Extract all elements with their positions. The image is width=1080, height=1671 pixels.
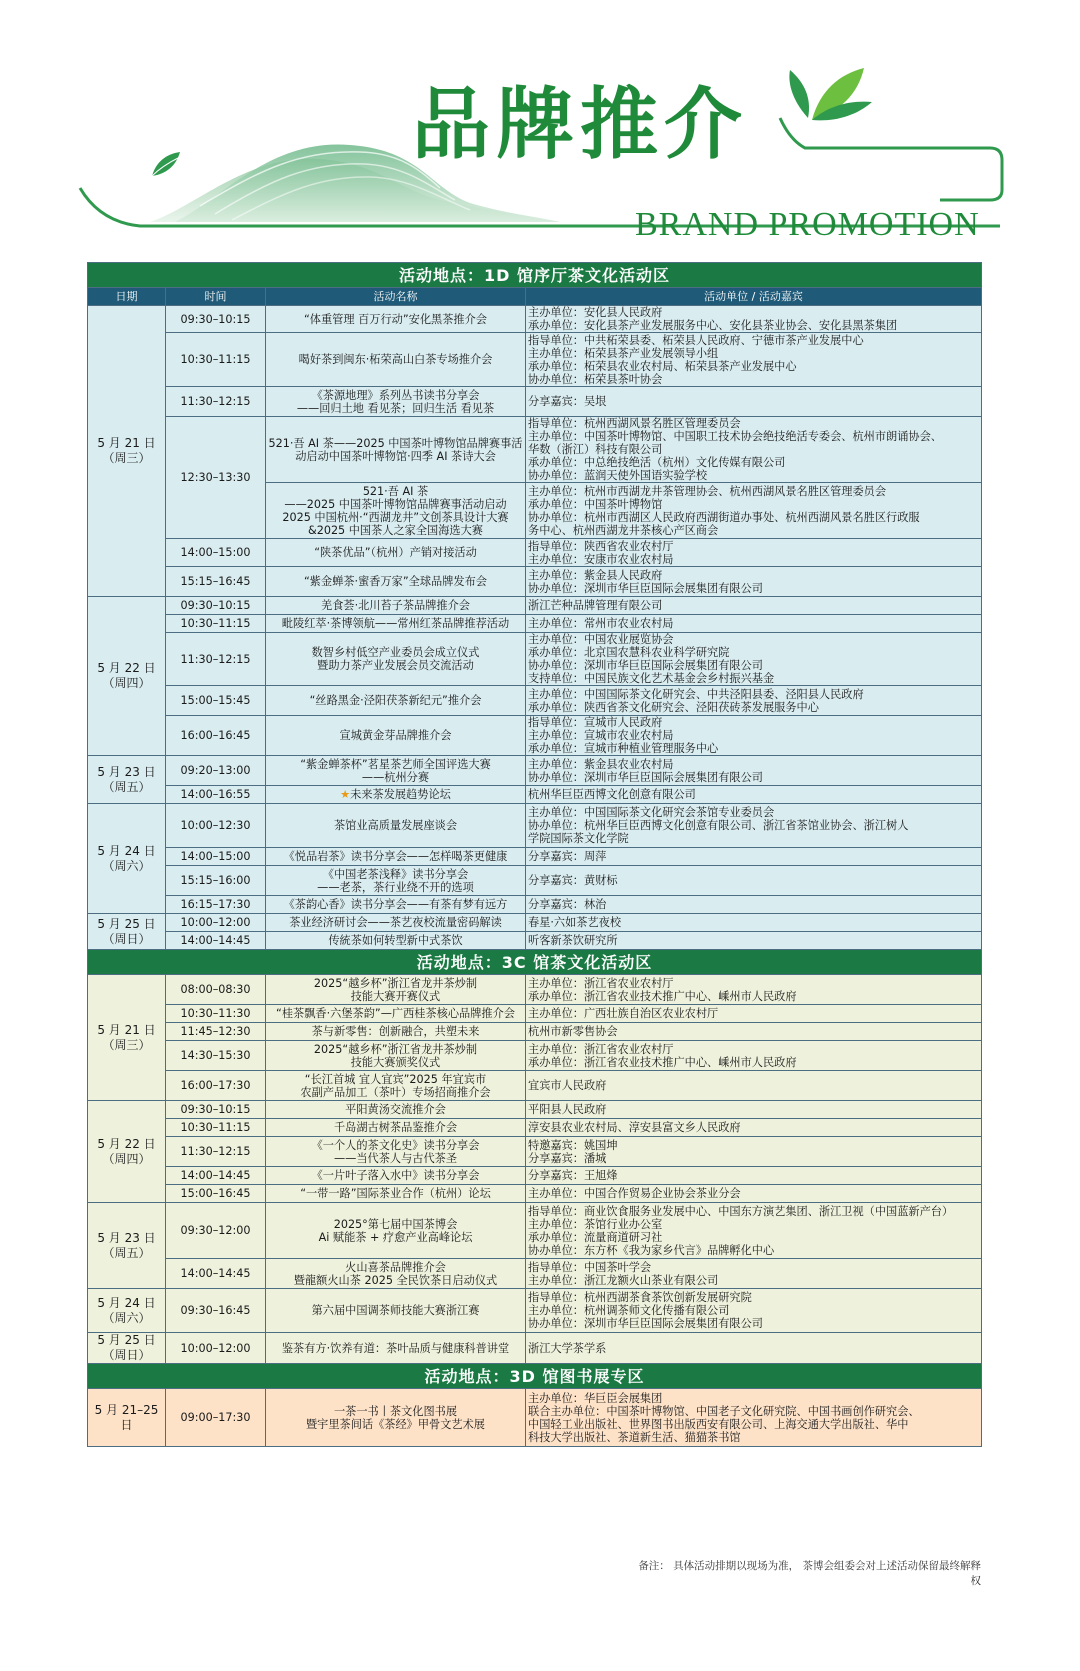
- page-title: 品牌推介: [412, 80, 749, 170]
- schedule-row: [88, 1023, 982, 1041]
- section-title: 活动地点：1D 馆序厅茶文化活动区: [88, 263, 982, 288]
- event-cell: [266, 539, 526, 567]
- org-line: 特邀嘉宾：姚国坤: [528, 1138, 618, 1152]
- event-cell: [266, 597, 526, 615]
- event-cell: [266, 387, 526, 417]
- event-cell: [266, 1289, 526, 1333]
- time-cell: 14:30–15:30: [166, 1041, 266, 1071]
- schedule-row: [88, 1119, 982, 1137]
- event-cell: [266, 483, 526, 539]
- schedule-row: [88, 1041, 982, 1071]
- org-line: 分享嘉宾：林治: [528, 898, 607, 911]
- org-line: 淳安县农业农村局、淳安县富文乡人民政府: [528, 1121, 741, 1134]
- time-cell: 09:30–10:15: [166, 597, 266, 615]
- date-cell: 5 月 21 日 （周三）: [88, 975, 166, 1101]
- org-line: 主办单位：浙江省农业农村厅: [528, 1042, 674, 1056]
- column-header-event: 活动名称: [266, 288, 526, 306]
- org-line: 主办单位：安化县人民政府: [528, 306, 663, 319]
- org-line: 春星·六如茶艺夜校: [528, 916, 622, 929]
- event-cell: [266, 1005, 526, 1023]
- time-cell: 08:00–08:30: [166, 975, 266, 1005]
- event-cell: [266, 1259, 526, 1289]
- time-cell: 11:30–12:15: [166, 1137, 266, 1167]
- event-name: “长江首城 宜人宜宾”2025 年宜宾市 农副产品加工（茶叶）专场招商推介会: [300, 1072, 491, 1099]
- event-cell: [266, 567, 526, 597]
- org-cell: [526, 483, 982, 539]
- column-header-date: 日期: [88, 288, 166, 306]
- org-line: 宜宾市人民政府: [528, 1079, 607, 1092]
- org-line: 指导单位：商业饮食服务业发展中心、中国东方演艺集团、浙江卫视（中国蓝新产台）: [528, 1204, 954, 1218]
- org-line: 主办单位：广西壮族自治区农业农村厅: [528, 1007, 719, 1020]
- time-cell: 15:15–16:45: [166, 567, 266, 597]
- org-line: 承办单位：陕西省茶文化研究会、泾阳茯砖茶发展服务中心: [528, 700, 819, 714]
- event-name: 宣城黄金芽品牌推介会: [339, 729, 452, 742]
- date-cell: 5 月 24 日 （周六）: [88, 804, 166, 914]
- org-cell: [526, 1137, 982, 1167]
- schedule-row: [88, 1005, 982, 1023]
- event-cell: [266, 804, 526, 848]
- event-cell: [266, 975, 526, 1005]
- time-cell: 11:30–12:15: [166, 387, 266, 417]
- schedule-row: [88, 633, 982, 686]
- org-line: 协办单位：杭州市西湖区人民政府西湖街道办事处、杭州西湖风景名胜区行政服: [528, 510, 920, 524]
- org-line: 主办单位：紫金县人民政府: [528, 568, 663, 582]
- schedule-table: [87, 262, 982, 1447]
- org-cell: [526, 1289, 982, 1333]
- org-line: 主办单位：宣城市农业农村局: [528, 729, 674, 742]
- event-cell: [266, 1023, 526, 1041]
- event-name: 521·吾 AI 茶 ——2025 中国茶叶博物馆品牌赛事活动启动 2025 中国杭州·“西湖龙井”文创茶具设计大赛 &2025 中国茶人之家全国海选大赛: [282, 484, 509, 537]
- org-line: 承办单位：中国茶叶博物馆: [528, 497, 663, 511]
- event-cell: [266, 1203, 526, 1259]
- schedule-row: [88, 848, 982, 866]
- org-cell: [526, 1333, 982, 1364]
- org-line: 分享嘉宾：周萍: [528, 850, 607, 863]
- org-line: 主办单位：杭州调茶师文化传播有限公司: [528, 1304, 730, 1317]
- event-cell: [266, 756, 526, 786]
- event-name: “丝路黑金·泾阳茯茶新纪元”推介会: [309, 694, 482, 707]
- org-line: 学院国际茶文化学院: [528, 832, 629, 845]
- event-name: 喝好茶到闽东·柘荣高山白茶专场推介会: [298, 353, 493, 366]
- org-cell: [526, 975, 982, 1005]
- org-cell: [526, 848, 982, 866]
- event-name: 第六届中国调茶师技能大赛浙江赛: [311, 1304, 480, 1317]
- org-line: 平阳县人民政府: [528, 1103, 607, 1116]
- date-cell: 5 月 21 日 （周三）: [88, 306, 166, 597]
- column-header-time: 时间: [166, 288, 266, 306]
- date-cell: 5 月 25 日 （周日）: [88, 1333, 166, 1364]
- time-cell: 14:00–14:45: [166, 1167, 266, 1185]
- org-line: 主办单位：中国农业展览协会: [528, 633, 674, 646]
- org-line: 协办单位：深圳市华巨臣国际会展集团有限公司: [528, 1317, 763, 1330]
- time-cell: 16:00–16:45: [166, 716, 266, 756]
- schedule-row: [88, 716, 982, 756]
- org-line: 主办单位：浙江省农业农村厅: [528, 976, 674, 990]
- schedule-row: [88, 914, 982, 932]
- event-name: 《悦品岩茶》读书分享会——怎样喝茶更健康: [283, 850, 508, 863]
- event-name: 2025°第七届中国茶博会 Ai 赋能茶 + 疗愈产业高峰论坛: [318, 1217, 473, 1244]
- org-line: 主办单位：茶馆行业办公室: [528, 1217, 663, 1231]
- org-line: 中国轻工业出版社、世界图书出版西安有限公司、上海交通大学出版社、华中: [528, 1417, 909, 1431]
- event-cell: [266, 1041, 526, 1071]
- event-cell: [266, 786, 526, 804]
- org-line: 承办单位：中总绝技绝活（杭州）文化传媒有限公司: [528, 456, 786, 469]
- org-line: 分享嘉宾：吴垠: [528, 395, 607, 408]
- org-cell: [526, 387, 982, 417]
- schedule-row: [88, 1137, 982, 1167]
- schedule-row: [88, 896, 982, 914]
- org-cell: [526, 914, 982, 932]
- time-cell: 15:00–16:45: [166, 1185, 266, 1203]
- event-cell: [266, 716, 526, 756]
- schedule-row: [88, 756, 982, 786]
- org-line: 主办单位：中国国际茶文化研究会、中共泾阳县委、泾阳县人民政府: [528, 687, 864, 701]
- time-cell: 16:15–17:30: [166, 896, 266, 914]
- event-cell: [266, 1167, 526, 1185]
- date-cell: 5 月 25 日 （周日）: [88, 914, 166, 950]
- schedule-row: [88, 932, 982, 950]
- org-line: 承办单位：浙江省农业技术推广中心、嵊州市人民政府: [528, 989, 797, 1003]
- org-line: 主办单位：紫金县农业农村局: [528, 757, 674, 771]
- time-cell: 10:30–11:15: [166, 615, 266, 633]
- org-line: 浙江芒种品牌管理有限公司: [528, 599, 663, 612]
- org-line: 联合主办单位：中国茶叶博物馆、中国老子文化研究院、中国书画创作研究会、: [528, 1404, 920, 1418]
- event-name: 2025“越乡杯”浙江省龙井茶炒制 技能大赛开赛仪式: [313, 976, 478, 1003]
- org-line: 杭州市新零售协会: [528, 1025, 618, 1038]
- event-cell: [266, 896, 526, 914]
- event-name: 《一个人的茶文化史》读书分享会 ——当代茶人与古代茶圣: [311, 1138, 480, 1165]
- schedule-row: [88, 786, 982, 804]
- section-band: [88, 263, 982, 288]
- org-line: 协办单位：深圳市华巨臣国际会展集团有限公司: [528, 770, 763, 784]
- event-cell: [266, 1333, 526, 1364]
- org-cell: [526, 633, 982, 686]
- event-name: 2025“越乡杯”浙江省龙井茶炒制 技能大赛颁奖仪式: [313, 1042, 478, 1069]
- org-line: 听客新茶饮研究所: [528, 934, 618, 947]
- org-line: 主办单位：中国国际茶文化研究会茶馆专业委员会: [528, 806, 775, 819]
- event-name: 数智乡村低空产业委员会成立仪式 暨助力茶产业发展会员交流活动: [311, 646, 480, 672]
- org-cell: [526, 306, 982, 333]
- event-cell: [266, 686, 526, 716]
- time-cell: 09:30–12:00: [166, 1203, 266, 1259]
- schedule-row: [88, 1167, 982, 1185]
- event-name: 茶业经济研讨会——茶艺夜校流量密码解读: [289, 916, 502, 929]
- date-cell: 5 月 23 日 （周五）: [88, 756, 166, 804]
- schedule-row: [88, 1289, 982, 1333]
- event-name: 火山喜茶品牌推介会 暨龍额火山茶 2025 全民饮茶日启动仪式: [293, 1260, 498, 1287]
- schedule-row: [88, 975, 982, 1005]
- org-cell: [526, 539, 982, 567]
- org-cell: [526, 896, 982, 914]
- org-cell: [526, 1119, 982, 1137]
- event-name: “陕茶优品”（杭州）产销对接活动: [314, 546, 477, 559]
- org-line: 分享嘉宾：黄财标: [528, 874, 618, 887]
- org-line: 承办单位：流量商道研习社: [528, 1230, 663, 1244]
- org-cell: [526, 932, 982, 950]
- time-cell: 15:00–15:45: [166, 686, 266, 716]
- header-banner: [0, 0, 1080, 262]
- date-cell: 5 月 22 日 （周四）: [88, 597, 166, 756]
- event-cell: [266, 1389, 526, 1447]
- event-name: “紫金蝉茶·蜜香万家”全球品牌发布会: [304, 575, 487, 588]
- org-cell: [526, 1023, 982, 1041]
- schedule-row: [88, 804, 982, 848]
- section-band: [88, 1364, 982, 1389]
- time-cell: 11:45–12:30: [166, 1023, 266, 1041]
- event-name: 《茶源地理》系列丛书读书分享会 ——回归土地 看见茶；回归生活 看见茶: [296, 388, 495, 415]
- event-name: 茶馆业高质量发展座谈会: [333, 819, 458, 832]
- event-name: “紫金蝉茶杯”茗星茶艺师全国评选大赛 ——杭州分赛: [300, 757, 491, 784]
- org-line: 指导单位：杭州西湖风景名胜区管理委员会: [528, 417, 741, 430]
- date-cell: 5 月 22 日 （周四）: [88, 1101, 166, 1203]
- org-line: 指导单位：中国茶叶学会: [528, 1260, 652, 1274]
- schedule-row: [88, 597, 982, 615]
- schedule-row: [88, 1259, 982, 1289]
- time-cell: 11:30–12:15: [166, 633, 266, 686]
- time-cell: 10:00–12:30: [166, 804, 266, 848]
- org-cell: [526, 756, 982, 786]
- schedule-row: [88, 1203, 982, 1259]
- org-line: 承办单位：柘荣县农业农村局、柘荣县茶产业发展中心: [528, 359, 797, 373]
- schedule-row: [88, 567, 982, 597]
- schedule-row: [88, 615, 982, 633]
- section-band: [88, 950, 982, 975]
- event-name: 平阳黄汤交流推介会: [345, 1103, 446, 1116]
- event-name: 传統茶如何转型新中式茶饮: [328, 934, 463, 947]
- column-header-org: 活动单位 / 活动嘉宾: [526, 288, 982, 306]
- schedule-row: [88, 686, 982, 716]
- org-line: 主办单位：常州市农业农村局: [528, 617, 674, 630]
- org-cell: [526, 567, 982, 597]
- org-cell: [526, 615, 982, 633]
- org-line: 科技大学出版社、茶道新生活、猫猫茶书馆: [528, 1430, 741, 1444]
- date-cell: 5 月 23 日 （周五）: [88, 1203, 166, 1289]
- section-title: 活动地点：3C 馆茶文化活动区: [88, 950, 982, 975]
- event-cell: [266, 306, 526, 333]
- org-cell: [526, 597, 982, 615]
- date-cell: 5 月 21–25 日: [88, 1389, 166, 1447]
- org-line: 主办单位：浙江龙额火山茶业有限公司: [528, 1273, 719, 1287]
- org-line: 浙江大学茶学系: [528, 1341, 607, 1355]
- org-line: 指导单位：宣城市人民政府: [528, 716, 663, 729]
- event-name: 未来茶发展趋势论坛: [350, 788, 451, 801]
- org-line: 主办单位：柘荣县茶产业发展领导小组: [528, 346, 719, 360]
- org-cell: [526, 1005, 982, 1023]
- time-cell: 10:30–11:15: [166, 1119, 266, 1137]
- org-line: 协办单位：东方杯《我为家乡代言》品牌孵化中心: [528, 1243, 775, 1257]
- schedule-row: [88, 1389, 982, 1447]
- small-leaf-icon: [152, 152, 180, 176]
- schedule-row: [88, 333, 982, 387]
- event-cell: [266, 1119, 526, 1137]
- org-cell: [526, 1203, 982, 1259]
- org-cell: [526, 1101, 982, 1119]
- time-cell: 14:00–16:55: [166, 786, 266, 804]
- time-cell: 09:20–13:00: [166, 756, 266, 786]
- column-header-row: [88, 288, 982, 306]
- org-cell: [526, 716, 982, 756]
- org-line: 主办单位：杭州市西湖龙井茶管理协会、杭州西湖风景名胜区管理委员会: [528, 484, 887, 498]
- org-line: 指导单位：中共柘荣县委、柘荣县人民政府、宁德市茶产业发展中心: [528, 333, 864, 347]
- event-cell: [266, 914, 526, 932]
- time-cell: 14:00–15:00: [166, 848, 266, 866]
- time-cell: 09:30–16:45: [166, 1289, 266, 1333]
- org-line: 承办单位：浙江省农业技术推广中心、嵊州市人民政府: [528, 1055, 797, 1069]
- org-line: 协办单位：深圳市华巨臣国际会展集团有限公司: [528, 659, 763, 672]
- event-name: 千岛湖古树茶品鉴推介会: [333, 1121, 458, 1134]
- event-cell: [266, 848, 526, 866]
- schedule-row: [88, 387, 982, 417]
- event-name: 羌食荟·北川苔子茶品牌推介会: [321, 599, 470, 612]
- time-cell: 09:30–10:15: [166, 306, 266, 333]
- page-subtitle-en: BRAND PROMOTION: [635, 206, 980, 243]
- event-cell: [266, 615, 526, 633]
- org-cell: [526, 786, 982, 804]
- org-line: 指导单位：杭州西湖茶食茶饮创新发展研究院: [528, 1291, 752, 1304]
- schedule-row: [88, 1071, 982, 1101]
- org-line: 承办单位：安化县茶产业发展服务中心、安化县茶业协会、安化县黑茶集团: [528, 319, 898, 332]
- leaf-icon: [789, 68, 872, 120]
- org-line: 主办单位：华巨臣会展集团: [528, 1391, 663, 1405]
- time-cell: 14:00–14:45: [166, 1259, 266, 1289]
- org-line: 分享嘉宾：王旭烽: [528, 1169, 618, 1182]
- org-line: 支持单位：中国民族文化艺术基金会乡村振兴基金: [528, 672, 775, 685]
- event-name: 《茶韵心香》读书分享会——有茶有梦有远方: [283, 898, 508, 911]
- org-cell: [526, 1167, 982, 1185]
- org-cell: [526, 417, 982, 483]
- time-cell: 10:30–11:30: [166, 1005, 266, 1023]
- org-cell: [526, 804, 982, 848]
- org-line: 主办单位：中国茶叶博物馆、中国职工技术协会绝技绝活专委会、杭州市朗诵协会、: [528, 430, 942, 443]
- event-name: “桂茶飘香·六堡茶韵”—广西桂茶核心品牌推介会: [276, 1007, 515, 1020]
- org-line: 杭州华巨臣西博文化创意有限公司: [528, 788, 696, 801]
- org-line: 主办单位：安康市农业农村局: [528, 552, 674, 566]
- org-line: 务中心、杭州西湖龙井茶核心产区商会: [528, 523, 719, 537]
- event-cell: [266, 1137, 526, 1167]
- time-cell: 09:00–17:30: [166, 1389, 266, 1447]
- org-line: 华数（浙江）科技有限公司: [528, 443, 663, 456]
- time-cell: 10:30–11:15: [166, 333, 266, 387]
- org-cell: [526, 686, 982, 716]
- event-cell: [266, 333, 526, 387]
- org-cell: [526, 1389, 982, 1447]
- event-name: “体重管理 百万行动”安化黑茶推介会: [304, 312, 487, 326]
- event-name: 茶与新零售：创新融合，共塑未来: [311, 1025, 480, 1038]
- event-name: 鉴茶有方·饮养有道：茶叶品质与健康科普讲堂: [281, 1341, 510, 1355]
- star-icon: ★: [340, 788, 351, 801]
- time-cell: 14:00–14:45: [166, 932, 266, 950]
- schedule-row: [88, 866, 982, 896]
- time-cell: 12:30–13:30: [166, 417, 266, 539]
- schedule-row: [88, 1101, 982, 1119]
- event-cell: [266, 1071, 526, 1101]
- event-name: “一带一路”国际茶业合作（杭州）论坛: [300, 1187, 491, 1200]
- date-cell: 5 月 24 日 （周六）: [88, 1289, 166, 1333]
- time-cell: 16:00–17:30: [166, 1071, 266, 1101]
- event-cell: [266, 932, 526, 950]
- event-name: 521·吾 AI 茶——2025 中国茶叶博物馆品牌赛事活 动启动中国茶叶博物馆·四季 AI 茶诗大会: [268, 436, 523, 463]
- org-line: 分享嘉宾：潘城: [528, 1151, 607, 1165]
- schedule-row: [88, 539, 982, 567]
- schedule-row: [88, 417, 982, 483]
- event-cell: [266, 633, 526, 686]
- org-line: 协办单位：杭州华巨臣西博文化创意有限公司、浙江省茶馆业协会、浙江树人: [528, 819, 909, 832]
- time-cell: 10:00–12:00: [166, 1333, 266, 1364]
- org-line: 协办单位：柘荣县茶叶协会: [528, 372, 663, 386]
- org-line: 协办单位：深圳市华巨臣国际会展集团有限公司: [528, 581, 763, 595]
- org-cell: [526, 1259, 982, 1289]
- event-name: 毗陵红萃·茶博领航——常州红茶品牌推荐活动: [281, 617, 510, 630]
- org-cell: [526, 1071, 982, 1101]
- event-name: 《一片叶子落入水中》读书分享会: [311, 1169, 480, 1182]
- event-cell: [266, 417, 526, 483]
- time-cell: 10:00–12:00: [166, 914, 266, 932]
- event-name: 一茶一书丨茶文化图书展 暨宇里茶间话《茶经》甲骨文艺术展: [305, 1404, 485, 1431]
- event-cell: [266, 1101, 526, 1119]
- org-line: 承办单位：宣城市种植业管理服务中心: [528, 742, 719, 755]
- footnote: 备注： 具体活动排期以现场为准， 茶博会组委会对上述活动保留最终解释权: [638, 1560, 981, 1587]
- org-cell: [526, 1041, 982, 1071]
- time-cell: 15:15–16:00: [166, 866, 266, 896]
- org-line: 主办单位：中国合作贸易企业协会茶业分会: [528, 1187, 741, 1200]
- schedule-row: [88, 306, 982, 333]
- org-cell: [526, 866, 982, 896]
- time-cell: 09:30–10:15: [166, 1101, 266, 1119]
- org-cell: [526, 333, 982, 387]
- org-line: 指导单位：陕西省农业农村厅: [528, 539, 674, 553]
- schedule-row: [88, 1185, 982, 1203]
- event-name: 《中国老茶浅释》读书分享会 ——老茶，茶行业绕不开的选项: [317, 867, 474, 894]
- org-line: 协办单位：蓝润天使外国语实验学校: [528, 469, 708, 482]
- org-line: 承办单位：北京国农慧科农业科学研究院: [528, 646, 730, 659]
- section-title: 活动地点：3D 馆图书展专区: [88, 1364, 982, 1389]
- org-cell: [526, 1185, 982, 1203]
- event-cell: [266, 1185, 526, 1203]
- time-cell: 14:00–15:00: [166, 539, 266, 567]
- event-cell: [266, 866, 526, 896]
- schedule-row: [88, 1333, 982, 1364]
